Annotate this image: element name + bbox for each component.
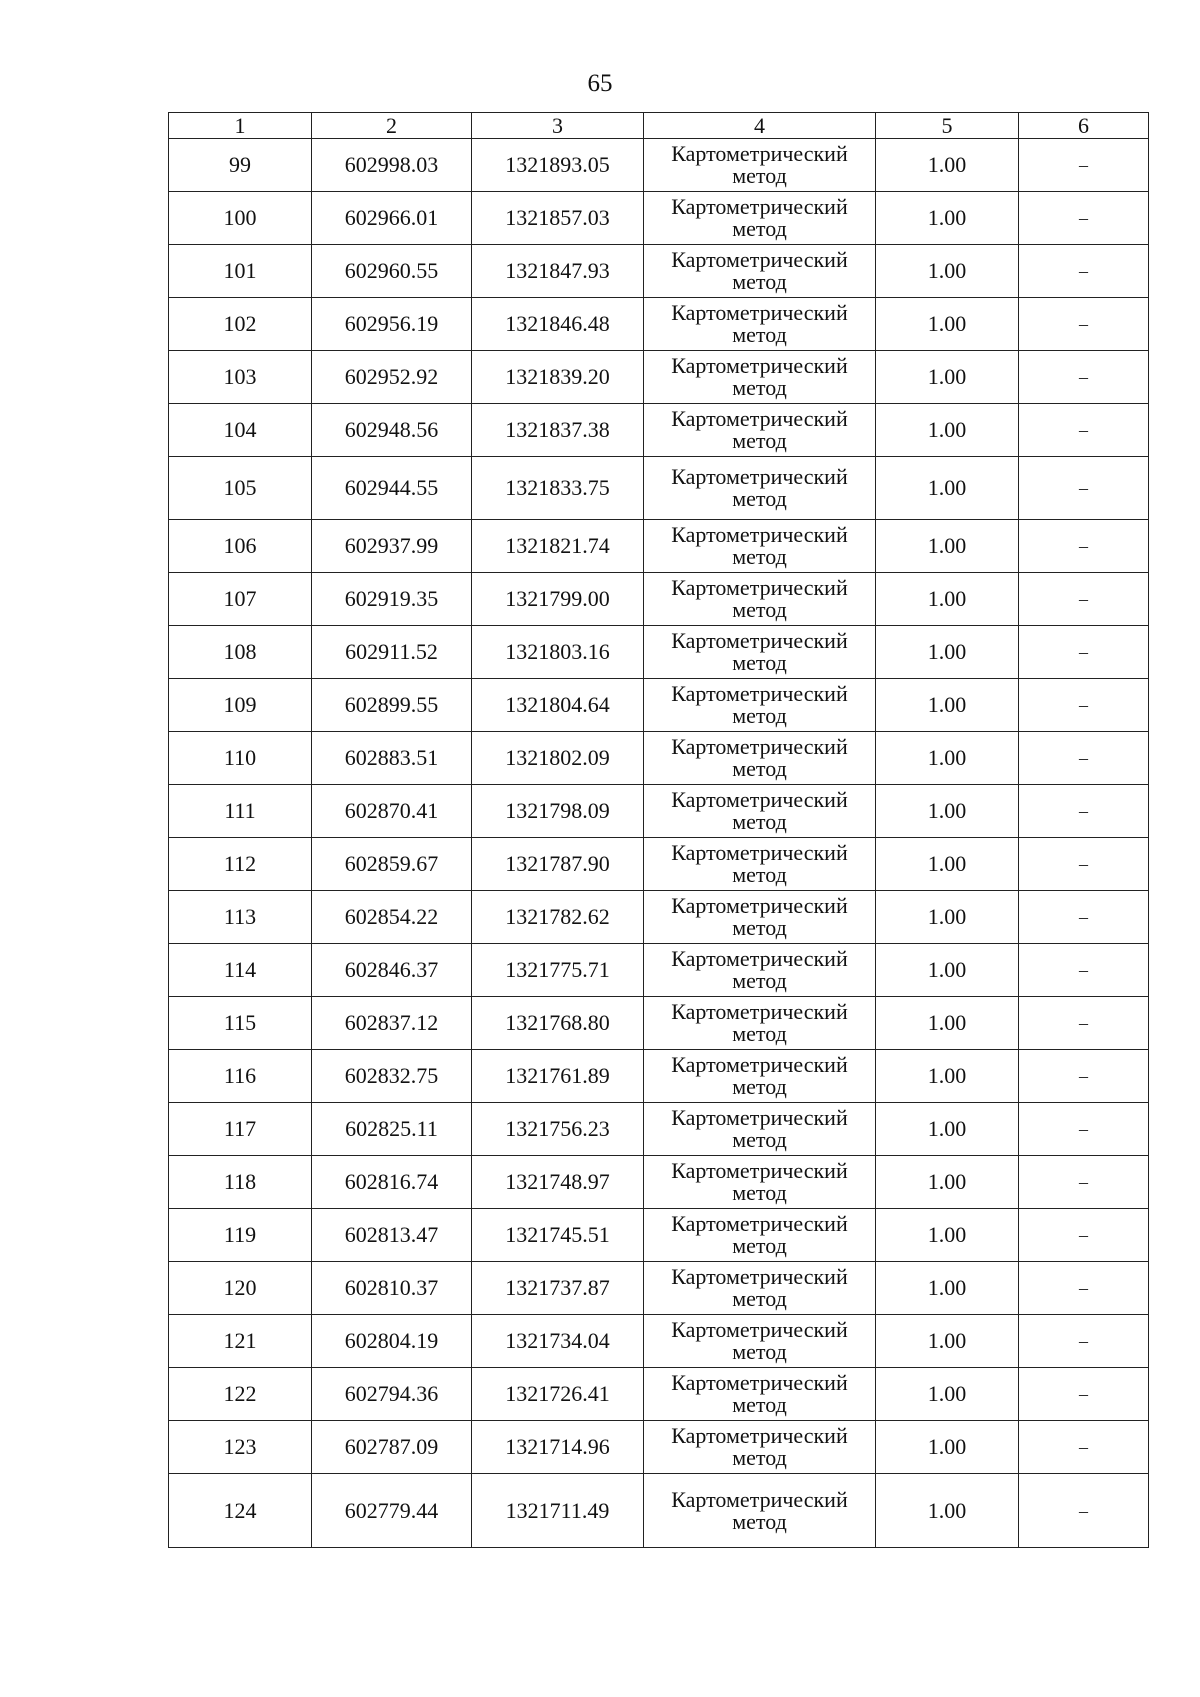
method-line-2: метод	[732, 650, 787, 675]
table-row	[169, 1262, 1149, 1315]
note-cell: –	[1019, 626, 1149, 679]
y-coordinate-cell: 1321857.03	[472, 192, 644, 245]
method-line-2: метод	[732, 1392, 787, 1417]
column-header-6: 6	[1019, 113, 1149, 139]
note-cell: –	[1019, 1209, 1149, 1262]
x-coordinate-cell: 602960.55	[312, 245, 472, 298]
note-cell: –	[1019, 838, 1149, 891]
method-cell	[644, 298, 876, 351]
point-number-cell: 113	[169, 891, 312, 944]
method-cell	[644, 1315, 876, 1368]
method-line-1: Картометрический	[671, 1370, 848, 1395]
table-row	[169, 1315, 1149, 1368]
note-cell: –	[1019, 298, 1149, 351]
method-line-2: метод	[732, 703, 787, 728]
point-number-cell: 101	[169, 245, 312, 298]
x-coordinate-cell: 602846.37	[312, 944, 472, 997]
accuracy-cell: 1.00	[876, 192, 1019, 245]
page-number: 65	[587, 70, 613, 97]
method-line-2: метод	[732, 1127, 787, 1152]
accuracy-cell: 1.00	[876, 1474, 1019, 1548]
point-number-cell: 116	[169, 1050, 312, 1103]
x-coordinate-cell: 602804.19	[312, 1315, 472, 1368]
x-coordinate-cell: 602911.52	[312, 626, 472, 679]
accuracy-cell: 1.00	[876, 1156, 1019, 1209]
note-cell: –	[1019, 679, 1149, 732]
point-number-cell: 112	[169, 838, 312, 891]
y-coordinate-cell: 1321787.90	[472, 838, 644, 891]
method-line-1: Картометрический	[671, 141, 848, 166]
point-number-cell: 109	[169, 679, 312, 732]
table-body	[169, 139, 1149, 1548]
method-line-1: Картометрический	[671, 681, 848, 706]
y-coordinate-cell: 1321782.62	[472, 891, 644, 944]
method-cell	[644, 1421, 876, 1474]
y-coordinate-cell: 1321839.20	[472, 351, 644, 404]
point-number-cell: 102	[169, 298, 312, 351]
table-header-row	[169, 113, 1149, 139]
note-cell: –	[1019, 1050, 1149, 1103]
coordinates-table	[168, 112, 1149, 1548]
column-header-5: 5	[876, 113, 1019, 139]
method-line-2: метод	[732, 1508, 787, 1534]
point-number-cell: 108	[169, 626, 312, 679]
accuracy-cell: 1.00	[876, 1368, 1019, 1421]
method-line-1: Картометрический	[671, 1158, 848, 1183]
method-line-1: Картометрический	[671, 893, 848, 918]
x-coordinate-cell: 602966.01	[312, 192, 472, 245]
method-cell	[644, 1050, 876, 1103]
accuracy-cell: 1.00	[876, 626, 1019, 679]
table-row	[169, 732, 1149, 785]
method-line-1: Картометрический	[671, 522, 848, 547]
method-cell	[644, 1368, 876, 1421]
accuracy-cell: 1.00	[876, 520, 1019, 573]
method-line-2: метод	[732, 216, 787, 241]
method-line-2: метод	[732, 862, 787, 887]
accuracy-cell: 1.00	[876, 1315, 1019, 1368]
method-line-1: Картометрический	[671, 1317, 848, 1342]
method-cell	[644, 520, 876, 573]
y-coordinate-cell: 1321846.48	[472, 298, 644, 351]
point-number-cell: 124	[169, 1474, 312, 1548]
method-line-1: Картометрический	[671, 734, 848, 759]
method-cell	[644, 139, 876, 192]
x-coordinate-cell: 602816.74	[312, 1156, 472, 1209]
accuracy-cell: 1.00	[876, 404, 1019, 457]
accuracy-cell: 1.00	[876, 1262, 1019, 1315]
point-number-cell: 104	[169, 404, 312, 457]
method-cell	[644, 838, 876, 891]
method-cell	[644, 1156, 876, 1209]
method-cell	[644, 1209, 876, 1262]
point-number-cell: 114	[169, 944, 312, 997]
table-row	[169, 139, 1149, 192]
note-cell: –	[1019, 997, 1149, 1050]
note-cell: –	[1019, 785, 1149, 838]
method-line-2: метод	[732, 322, 787, 347]
y-coordinate-cell: 1321893.05	[472, 139, 644, 192]
table-row	[169, 891, 1149, 944]
table-row	[169, 1474, 1149, 1548]
column-header-2: 2	[312, 113, 472, 139]
accuracy-cell: 1.00	[876, 573, 1019, 626]
method-line-2: метод	[732, 428, 787, 453]
table-row	[169, 298, 1149, 351]
method-line-2: метод	[732, 269, 787, 294]
y-coordinate-cell: 1321803.16	[472, 626, 644, 679]
method-line-2: метод	[732, 1286, 787, 1311]
point-number-cell: 111	[169, 785, 312, 838]
table-row	[169, 1050, 1149, 1103]
method-line-2: метод	[732, 1074, 787, 1099]
method-cell	[644, 997, 876, 1050]
x-coordinate-cell: 602919.35	[312, 573, 472, 626]
x-coordinate-cell: 602825.11	[312, 1103, 472, 1156]
y-coordinate-cell: 1321745.51	[472, 1209, 644, 1262]
note-cell: –	[1019, 404, 1149, 457]
table-row	[169, 785, 1149, 838]
x-coordinate-cell: 602899.55	[312, 679, 472, 732]
method-cell	[644, 732, 876, 785]
y-coordinate-cell: 1321711.49	[472, 1474, 644, 1548]
x-coordinate-cell: 602837.12	[312, 997, 472, 1050]
point-number-cell: 100	[169, 192, 312, 245]
note-cell: –	[1019, 457, 1149, 520]
y-coordinate-cell: 1321748.97	[472, 1156, 644, 1209]
method-line-2: метод	[732, 1021, 787, 1046]
accuracy-cell: 1.00	[876, 139, 1019, 192]
method-cell	[644, 457, 876, 520]
table-row	[169, 1156, 1149, 1209]
point-number-cell: 105	[169, 457, 312, 520]
method-cell	[644, 679, 876, 732]
y-coordinate-cell: 1321737.87	[472, 1262, 644, 1315]
point-number-cell: 123	[169, 1421, 312, 1474]
note-cell: –	[1019, 944, 1149, 997]
table-row	[169, 997, 1149, 1050]
x-coordinate-cell: 602952.92	[312, 351, 472, 404]
method-line-1: Картометрический	[671, 840, 848, 865]
note-cell: –	[1019, 245, 1149, 298]
method-line-1: Картометрический	[671, 787, 848, 812]
method-line-1: Картометрический	[671, 247, 848, 272]
y-coordinate-cell: 1321802.09	[472, 732, 644, 785]
note-cell: –	[1019, 891, 1149, 944]
accuracy-cell: 1.00	[876, 245, 1019, 298]
method-line-2: метод	[732, 1445, 787, 1470]
note-cell: –	[1019, 1103, 1149, 1156]
table-row	[169, 351, 1149, 404]
method-line-1: Картометрический	[671, 353, 848, 378]
column-header-3: 3	[472, 113, 644, 139]
y-coordinate-cell: 1321775.71	[472, 944, 644, 997]
method-line-2: метод	[732, 375, 787, 400]
method-cell	[644, 245, 876, 298]
method-line-1: Картометрический	[671, 1423, 848, 1448]
method-cell	[644, 404, 876, 457]
x-coordinate-cell: 602810.37	[312, 1262, 472, 1315]
x-coordinate-cell: 602813.47	[312, 1209, 472, 1262]
method-line-2: метод	[732, 968, 787, 993]
point-number-cell: 110	[169, 732, 312, 785]
table-row	[169, 1103, 1149, 1156]
method-line-2: метод	[732, 486, 787, 511]
accuracy-cell: 1.00	[876, 457, 1019, 520]
accuracy-cell: 1.00	[876, 1050, 1019, 1103]
note-cell: –	[1019, 732, 1149, 785]
x-coordinate-cell: 602870.41	[312, 785, 472, 838]
y-coordinate-cell: 1321847.93	[472, 245, 644, 298]
method-line-1: Картометрический	[671, 999, 848, 1024]
method-line-2: метод	[732, 1233, 787, 1258]
accuracy-cell: 1.00	[876, 679, 1019, 732]
note-cell: –	[1019, 1315, 1149, 1368]
table-row	[169, 192, 1149, 245]
note-cell: –	[1019, 1262, 1149, 1315]
table-row	[169, 404, 1149, 457]
table-row	[169, 1421, 1149, 1474]
table-row	[169, 679, 1149, 732]
point-number-cell: 122	[169, 1368, 312, 1421]
accuracy-cell: 1.00	[876, 944, 1019, 997]
x-coordinate-cell: 602832.75	[312, 1050, 472, 1103]
table-row	[169, 838, 1149, 891]
y-coordinate-cell: 1321799.00	[472, 573, 644, 626]
method-line-2: метод	[732, 1339, 787, 1364]
method-line-1: Картометрический	[671, 300, 848, 325]
point-number-cell: 121	[169, 1315, 312, 1368]
point-number-cell: 107	[169, 573, 312, 626]
method-line-2: метод	[732, 544, 787, 569]
x-coordinate-cell: 602956.19	[312, 298, 472, 351]
method-line-1: Картометрический	[671, 628, 848, 653]
point-number-cell: 119	[169, 1209, 312, 1262]
method-line-2: метод	[732, 809, 787, 834]
table-row	[169, 245, 1149, 298]
accuracy-cell: 1.00	[876, 1103, 1019, 1156]
method-cell	[644, 785, 876, 838]
note-cell: –	[1019, 1368, 1149, 1421]
note-cell: –	[1019, 1421, 1149, 1474]
method-line-1: Картометрический	[671, 1264, 848, 1289]
method-line-2: метод	[732, 597, 787, 622]
point-number-cell: 99	[169, 139, 312, 192]
method-line-1: Картометрический	[671, 1052, 848, 1077]
y-coordinate-cell: 1321804.64	[472, 679, 644, 732]
x-coordinate-cell: 602883.51	[312, 732, 472, 785]
table-row	[169, 1209, 1149, 1262]
note-cell: –	[1019, 1474, 1149, 1548]
point-number-cell: 117	[169, 1103, 312, 1156]
table-row	[169, 573, 1149, 626]
accuracy-cell: 1.00	[876, 298, 1019, 351]
accuracy-cell: 1.00	[876, 838, 1019, 891]
y-coordinate-cell: 1321761.89	[472, 1050, 644, 1103]
accuracy-cell: 1.00	[876, 1209, 1019, 1262]
y-coordinate-cell: 1321734.04	[472, 1315, 644, 1368]
column-header-4: 4	[644, 113, 876, 139]
method-line-1: Картометрический	[671, 1105, 848, 1130]
method-line-2: метод	[732, 756, 787, 781]
method-line-1: Картометрический	[671, 575, 848, 600]
method-line-1: Картометрический	[671, 464, 848, 489]
table-row	[169, 944, 1149, 997]
method-cell	[644, 891, 876, 944]
table-row	[169, 1368, 1149, 1421]
accuracy-cell: 1.00	[876, 351, 1019, 404]
x-coordinate-cell: 602937.99	[312, 520, 472, 573]
y-coordinate-cell: 1321821.74	[472, 520, 644, 573]
x-coordinate-cell: 602794.36	[312, 1368, 472, 1421]
y-coordinate-cell: 1321833.75	[472, 457, 644, 520]
y-coordinate-cell: 1321837.38	[472, 404, 644, 457]
method-cell	[644, 573, 876, 626]
note-cell: –	[1019, 573, 1149, 626]
x-coordinate-cell: 602854.22	[312, 891, 472, 944]
table-row	[169, 626, 1149, 679]
table-row	[169, 457, 1149, 520]
note-cell: –	[1019, 351, 1149, 404]
accuracy-cell: 1.00	[876, 785, 1019, 838]
method-line-1: Картометрический	[671, 946, 848, 971]
method-line-1: Картометрический	[671, 1211, 848, 1236]
x-coordinate-cell: 602787.09	[312, 1421, 472, 1474]
method-cell	[644, 192, 876, 245]
method-cell	[644, 626, 876, 679]
accuracy-cell: 1.00	[876, 1421, 1019, 1474]
accuracy-cell: 1.00	[876, 732, 1019, 785]
note-cell: –	[1019, 520, 1149, 573]
accuracy-cell: 1.00	[876, 997, 1019, 1050]
y-coordinate-cell: 1321798.09	[472, 785, 644, 838]
y-coordinate-cell: 1321726.41	[472, 1368, 644, 1421]
y-coordinate-cell: 1321756.23	[472, 1103, 644, 1156]
column-header-1: 1	[169, 113, 312, 139]
point-number-cell: 106	[169, 520, 312, 573]
point-number-cell: 103	[169, 351, 312, 404]
method-line-1: Картометрический	[671, 406, 848, 431]
method-line-2: метод	[732, 1180, 787, 1205]
x-coordinate-cell: 602948.56	[312, 404, 472, 457]
x-coordinate-cell: 602944.55	[312, 457, 472, 520]
point-number-cell: 115	[169, 997, 312, 1050]
method-line-2: метод	[732, 163, 787, 188]
method-cell	[644, 1474, 876, 1548]
point-number-cell: 120	[169, 1262, 312, 1315]
y-coordinate-cell: 1321714.96	[472, 1421, 644, 1474]
method-cell	[644, 1262, 876, 1315]
method-cell	[644, 351, 876, 404]
table-row	[169, 520, 1149, 573]
x-coordinate-cell: 602859.67	[312, 838, 472, 891]
point-number-cell: 118	[169, 1156, 312, 1209]
x-coordinate-cell: 602998.03	[312, 139, 472, 192]
accuracy-cell: 1.00	[876, 891, 1019, 944]
note-cell: –	[1019, 1156, 1149, 1209]
note-cell: –	[1019, 192, 1149, 245]
method-cell	[644, 1103, 876, 1156]
method-line-1: Картометрический	[671, 194, 848, 219]
y-coordinate-cell: 1321768.80	[472, 997, 644, 1050]
method-line-2: метод	[732, 915, 787, 940]
note-cell: –	[1019, 139, 1149, 192]
method-cell	[644, 944, 876, 997]
method-line-1: Картометрический	[671, 1486, 848, 1512]
x-coordinate-cell: 602779.44	[312, 1474, 472, 1548]
